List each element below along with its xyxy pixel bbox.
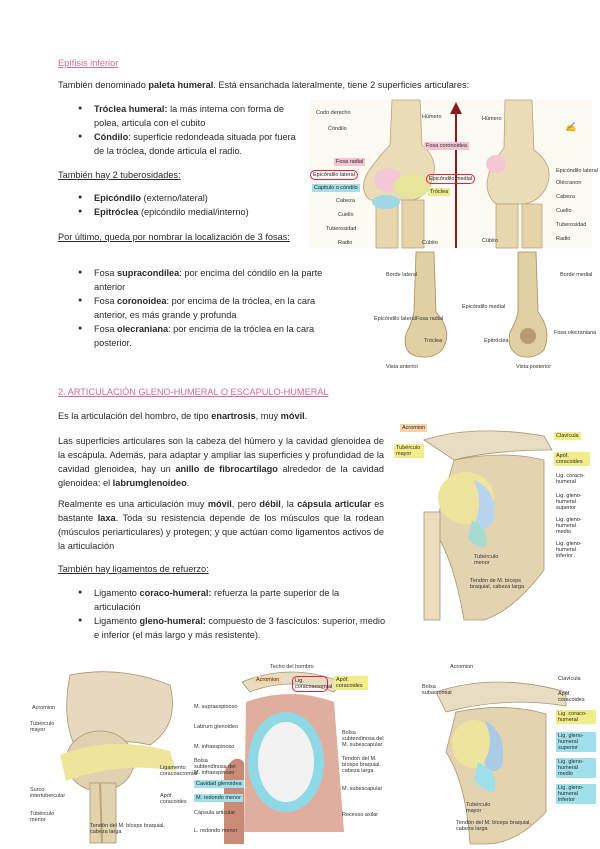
bl-label: Apóf. coracoides [160,793,187,805]
humerus-label: Epitróclea [484,338,509,344]
elbow-label: Húmero [482,116,502,122]
shoulder-figure [394,420,594,620]
shoulder-tag: Lig. coraco-humeral [556,473,585,485]
bm-tag: M. redondo menor [196,795,241,801]
bm-tag: Lig. coracoacromial [292,676,328,692]
epifisis-heading: Epífisis inferior [58,58,119,68]
elbow-tag: Capitulo o cóndilo [314,185,358,191]
humerus-illustration [372,252,592,374]
tuberosidades-heading: También hay 2 tuberosidades: [58,170,181,180]
bm-label: M. subescapular [342,786,383,792]
elbow-label: Cuello [556,208,572,214]
bm-label: Bolsa subtendinosa del M. infraespinoso [194,758,236,776]
shoulder-label: Tubérculo menor [474,554,499,566]
elbow-label: Epicóndilo lateral [556,168,598,174]
fosas-list [76,266,338,350]
bm-label: Bolsa subtendinosa del M. subescapular [342,730,384,748]
br-tag: Acromion [450,664,474,670]
elbow-label: Tuberosidad [326,226,357,232]
shoulder-tag: Clavícula [556,433,579,439]
humerus-label: Borde medial [560,272,593,278]
humerus-label: Fosa olecraniana [554,330,597,336]
shoulder-tag: Lig. gleno-humeral medio [556,517,582,535]
shoulder-tag: Lig. gleno-humeral inferior [556,541,582,559]
bm-label: Recesso axilar [342,812,379,818]
br-label: Tendón del M. bíceps braquial, cabeza larga [456,820,531,832]
br-tag: Lig. gleno-humeral inferior [556,784,596,804]
humerus-caption: Vista anterior [386,364,419,370]
elbow-label: Tuberosidad [556,222,587,228]
list-item: ● Cóndilo: superficie redondeada situada por fuera de la tróclea, donde articula el radio. [76,130,306,158]
list-item: ● Fosa coronoidea: por encima de la tróclea, en la cara anterior, es más grande y profunda [76,294,338,322]
elbow-label: Húmero [422,114,442,120]
elbow-tag: Fosa radial [336,159,364,165]
list-item: ● Ligamento coraco-humeral: refuerza la parte superior de la articulación [76,586,386,614]
elbow-figure [310,100,598,248]
fosas-heading: Por último, queda por nombrar la localización de 3 fosas: [58,232,290,242]
elbow-label: Cúbito [422,240,438,246]
elbow-label: Cuello [338,212,354,218]
bottom-left-figure [30,665,198,843]
elbow-label: Olécranon [556,180,582,186]
humerus-label: Fosa radial [416,316,444,322]
elbow-label: Cóndilo [328,126,347,132]
humerus-label: Epicóndilo medial [462,304,506,310]
elbow-label: Cabeza [556,194,575,200]
br-tag: Lig. gleno-humeral superior [556,732,596,752]
bm-tag: Acromion [256,677,280,683]
bm-label: Cápsula articular [194,810,236,816]
list-item: ● Ligamento gleno-humeral: compuesto de 3 fascículos: superior, medio e inferior (el más largo y más resistente). [76,614,386,642]
elbow-label: Cabeza [336,198,355,204]
section2-heading: 2. ARTICULACIÓN GLENO-HUMERAL O ESCAPULO-HUMERAL [58,387,329,397]
elbow-label: Radio [556,236,571,242]
list-item: ● Epicóndilo (externo/lateral) [76,191,306,205]
section2-p1: Es la articulación del hombro, de tipo enartrosis, muy móvil. [58,411,308,421]
bm-tag: Apóf. coracoides [334,676,368,690]
br-tag: Clavícula [558,676,581,682]
bm-label: Labrum glenoideo [194,724,239,730]
elbow-tag: Fosa coronoidea [426,143,467,149]
br-label: Bolsa subacromial [422,684,452,696]
br-tag: Lig. coraco-humeral [556,710,596,724]
shoulder-tag: Acromion [402,425,426,431]
elbow-label: Cúbito [482,238,498,244]
list-item: ● Tróclea humeral: la más interna con forma de polea, articula con el cubito [76,102,306,130]
bl-label: Acromion [32,705,56,711]
bm-label: Tendón del M. bíceps braquial, cabeza larga [342,756,381,774]
elbow-label: Radio [338,240,353,246]
bl-label: Surco intertubercular [30,787,66,799]
svg-text:✍: ✍ [565,123,577,133]
bl-label: Tendón del M. bíceps braquial, cabeza larga [90,823,165,835]
bm-label: M. infraespinoso [194,744,235,750]
list-item: ● Epitróclea (epicóndilo medial/interno) [76,205,306,219]
humerus-caption: Vista posterior [516,364,552,370]
epifisis-intro: También denominado paleta humeral. Está ensanchada lateralmente, tiene 2 superficies articulares: [58,80,470,90]
section2-p2: Las superficies articulares son la cabeza del húmero y la cavidad glenoidea de la escápula. Además, para adaptar y ampliar las superficies y profundidad de la cavidad glenoidea, hay un anillo de fibrocartílago alrededor de la cavidad glenoidea: el labrumglenoideo. [58,436,384,488]
tuberosidades-list [76,191,306,219]
bm-label: M. supraespinoso [194,704,238,710]
shoulder-tag: Lig. gleno-humeral superior [556,493,582,511]
humerus-label: Borde lateral [386,272,418,278]
bm-label: L. redondo menor [194,828,238,834]
br-tag: Lig. gleno-humeral medio [556,758,596,778]
bottom-right-figure [416,662,596,844]
bl-label: Ligamento coracoacromial [160,765,198,777]
ligamentos-list [76,586,386,642]
br-label: Tubérculo mayor [466,802,491,814]
bl-label: Tubérculo mayor [30,721,55,733]
superficies-list [76,102,306,158]
humerus-label: Epicóndilo lateral [374,316,416,322]
bottom-mid-figure [194,662,386,844]
bm-title: Techo del hombro [270,664,314,670]
list-item: ● Fosa supracondílea: por encima del cóndilo en la parte anterior [76,266,338,294]
ligamentos-heading: También hay ligamentos de refuerzo: [58,564,209,574]
shoulder-tag: Apóf. coracoides [554,452,590,466]
elbow-tag: Epicóndilo medial [426,174,475,184]
bl-label: Tubérculo menor [30,811,55,823]
elbow-tag: Epicóndilo lateral [310,170,358,180]
humerus-figure [372,252,597,374]
bm-tag: Cavidad glenoidea [196,781,242,787]
elbow-label: Codo derecho [316,110,351,116]
humerus-label: Tróclea [424,338,443,344]
br-tag: Apóf. coracoides [558,691,585,703]
list-item: ● Fosa olecraniana: por encima de la tróclea en la cara posterior. [76,322,338,350]
shoulder-tag: Tubérculo mayor [394,444,424,458]
shoulder-label: Tendón de M. bíceps braquial, cabeza larga [470,578,525,590]
section2-p3: Realmente es una articulación muy móvil, pero débil, la cápsula articular es bastante laxa. Toda su resistencia depende de los músculos que la rodean (músculos periarticulares) y protegen; y que actúan como ligamentos activos de la articulación [58,499,384,551]
elbow-tag: Tróclea [430,189,449,195]
